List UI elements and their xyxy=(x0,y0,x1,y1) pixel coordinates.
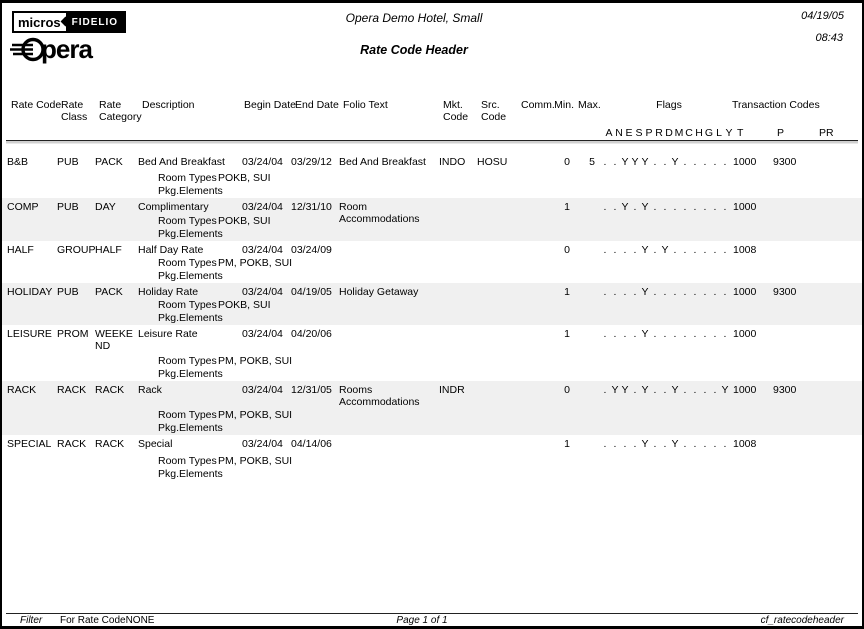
txn-p: 9300 xyxy=(773,384,797,396)
flag-letters: A N E S P R D M C H G L Y xyxy=(605,127,733,139)
report-id: cf_ratecodeheader xyxy=(760,615,844,626)
end-date: 04/20/06 xyxy=(291,328,332,340)
room-types-label: Room Types xyxy=(158,355,217,367)
rate-class: RACK xyxy=(57,438,87,450)
col-rate-category: Rate Category xyxy=(99,99,142,123)
col-src-code: Src. Code xyxy=(481,99,507,123)
description: Half Day Rate xyxy=(138,244,204,256)
col-flags: Flags xyxy=(656,99,682,111)
folio-text: Room Accommodations xyxy=(339,201,420,225)
mkt-code: INDO xyxy=(439,156,466,168)
description: Complimentary xyxy=(138,201,209,213)
end-date: 12/31/05 xyxy=(291,384,332,396)
pkg-elements-label: Pkg.Elements xyxy=(158,468,223,480)
room-types-label: Room Types xyxy=(158,215,217,227)
page-title: Rate Code Header xyxy=(360,43,468,57)
txn-t: 1000 xyxy=(733,384,757,396)
room-types-values: PM, POKB, SUI xyxy=(218,455,293,467)
room-types-values: POKB, SUI xyxy=(218,172,271,184)
begin-date: 03/24/04 xyxy=(242,244,283,256)
end-date: 04/14/06 xyxy=(291,438,332,450)
room-types-label: Room Types xyxy=(158,257,217,269)
rate-code: HALF xyxy=(7,244,34,256)
begin-date: 03/24/04 xyxy=(242,286,283,298)
micros-logo-text: micros xyxy=(14,13,66,31)
flags: . . Y . Y . . . . . . . . xyxy=(603,201,727,213)
col-max: Max. xyxy=(578,99,601,111)
print-time: 08:43 xyxy=(815,32,843,44)
col-rate-class: Rate Class xyxy=(61,99,88,123)
flags: . Y Y . Y . . Y . . . . Y xyxy=(603,384,729,396)
description: Holiday Rate xyxy=(138,286,199,298)
flags: . . . . Y . . Y . . . . . xyxy=(603,438,727,450)
begin-date: 03/24/04 xyxy=(242,328,283,340)
fidelio-label: FIDELIO xyxy=(71,16,119,28)
rate-class: PUB xyxy=(57,286,79,298)
col-mkt-code: Mkt. Code xyxy=(443,99,469,123)
begin-date: 03/24/04 xyxy=(242,438,283,450)
min: 1 xyxy=(564,328,570,340)
table-row xyxy=(2,241,862,283)
txn-t: 1000 xyxy=(733,156,757,168)
col-txn-p: P xyxy=(777,127,785,139)
txn-t: 1008 xyxy=(733,244,757,256)
room-types-values: PM, POKB, SUI xyxy=(218,257,293,269)
col-rate-code: Rate Code xyxy=(11,99,62,111)
txn-t: 1000 xyxy=(733,328,757,340)
description: Bed And Breakfast xyxy=(138,156,225,168)
print-date: 04/19/05 xyxy=(801,10,844,22)
rate-code: HOLIDAY xyxy=(7,286,53,298)
flags: . . . . Y . Y . . . . . . xyxy=(603,244,727,256)
pkg-elements-label: Pkg.Elements xyxy=(158,270,223,282)
room-types-values: POKB, SUI xyxy=(218,299,271,311)
max: 5 xyxy=(589,156,595,168)
pkg-elements-label: Pkg.Elements xyxy=(158,228,223,240)
room-types-label: Room Types xyxy=(158,299,217,311)
rate-code: B&B xyxy=(7,156,29,168)
rate-category: PACK xyxy=(95,286,123,298)
room-types-values: POKB, SUI xyxy=(218,215,271,227)
flags: . . . . Y . . . . . . . . xyxy=(603,328,727,340)
flags: . . Y Y Y . . Y . . . . . xyxy=(603,156,727,168)
col-transaction-codes: Transaction Codes xyxy=(732,99,820,111)
room-types-label: Room Types xyxy=(158,409,217,421)
rate-class: RACK xyxy=(57,384,87,396)
col-end-date: End Date xyxy=(295,99,339,111)
rate-code-table xyxy=(2,153,862,481)
src-code: HOSU xyxy=(477,156,508,168)
pkg-elements-label: Pkg.Elements xyxy=(158,185,223,197)
description: Special xyxy=(138,438,173,450)
table-row xyxy=(2,283,862,325)
description: Leisure Rate xyxy=(138,328,198,340)
rate-category: DAY xyxy=(95,201,116,213)
end-date: 12/31/10 xyxy=(291,201,332,213)
rate-class: PUB xyxy=(57,201,79,213)
end-date: 03/24/09 xyxy=(291,244,332,256)
min: 1 xyxy=(564,438,570,450)
table-row xyxy=(2,325,862,381)
page-number: Page 1 of 1 xyxy=(396,615,448,626)
col-folio-text: Folio Text xyxy=(343,99,388,111)
rate-category: RACK xyxy=(95,384,125,396)
filter-label: Filter xyxy=(20,615,43,626)
rate-category: RACK xyxy=(95,438,125,450)
pkg-elements-label: Pkg.Elements xyxy=(158,312,223,324)
rate-class: GROUP xyxy=(57,244,96,256)
begin-date: 03/24/04 xyxy=(242,201,283,213)
txn-p: 9300 xyxy=(773,156,797,168)
rate-code: SPECIAL xyxy=(7,438,52,450)
room-types-label: Room Types xyxy=(158,172,217,184)
folio-text: Bed And Breakfast xyxy=(339,156,426,168)
folio-text: Rooms Accommodations xyxy=(339,384,420,408)
room-types-values: PM, POKB, SUI xyxy=(218,409,293,421)
hotel-name: Opera Demo Hotel, Small xyxy=(345,11,483,25)
opera-logo-text: pera xyxy=(41,33,92,64)
end-date: 03/29/12 xyxy=(291,156,332,168)
begin-date: 03/24/04 xyxy=(242,384,283,396)
min: 0 xyxy=(564,384,570,396)
table-row xyxy=(2,435,862,481)
rate-category: HALF xyxy=(95,244,122,256)
min: 1 xyxy=(564,201,570,213)
room-types-label: Room Types xyxy=(158,455,217,467)
room-types-values: PM, POKB, SUI xyxy=(218,355,293,367)
col-description: Description xyxy=(142,99,195,111)
footer-divider xyxy=(6,613,858,614)
col-txn-pr: PR xyxy=(819,127,834,139)
table-row xyxy=(2,153,862,198)
rate-code: LEISURE xyxy=(7,328,52,340)
flags: . . . . Y . . . . . . . . xyxy=(603,286,727,298)
rate-category: PACK xyxy=(95,156,123,168)
rate-class: PUB xyxy=(57,156,79,168)
col-txn-t: T xyxy=(737,127,744,139)
rate-class: PROM xyxy=(57,328,89,340)
description: Rack xyxy=(138,384,162,396)
txn-p: 9300 xyxy=(773,286,797,298)
begin-date: 03/24/04 xyxy=(242,156,283,168)
rate-category: WEEKEND xyxy=(95,328,133,352)
min: 0 xyxy=(564,244,570,256)
filter-value: For Rate CodeNONE xyxy=(60,615,155,626)
pkg-elements-label: Pkg.Elements xyxy=(158,422,223,434)
rate-code: COMP xyxy=(7,201,39,213)
min: 1 xyxy=(564,286,570,298)
rate-code: RACK xyxy=(7,384,37,396)
col-min: Min. xyxy=(554,99,574,111)
mkt-code: INDR xyxy=(439,384,465,396)
min: 0 xyxy=(564,156,570,168)
txn-t: 1008 xyxy=(733,438,757,450)
end-date: 04/19/05 xyxy=(291,286,332,298)
col-comm: Comm. xyxy=(521,99,555,111)
folio-text: Holiday Getaway xyxy=(339,286,419,298)
col-begin-date: Begin Date xyxy=(244,99,296,111)
table-header xyxy=(6,99,858,141)
table-row xyxy=(2,198,862,241)
pkg-elements-label: Pkg.Elements xyxy=(158,368,223,380)
txn-t: 1000 xyxy=(733,201,757,213)
footer xyxy=(2,615,862,629)
txn-t: 1000 xyxy=(733,286,757,298)
table-row xyxy=(2,381,862,435)
